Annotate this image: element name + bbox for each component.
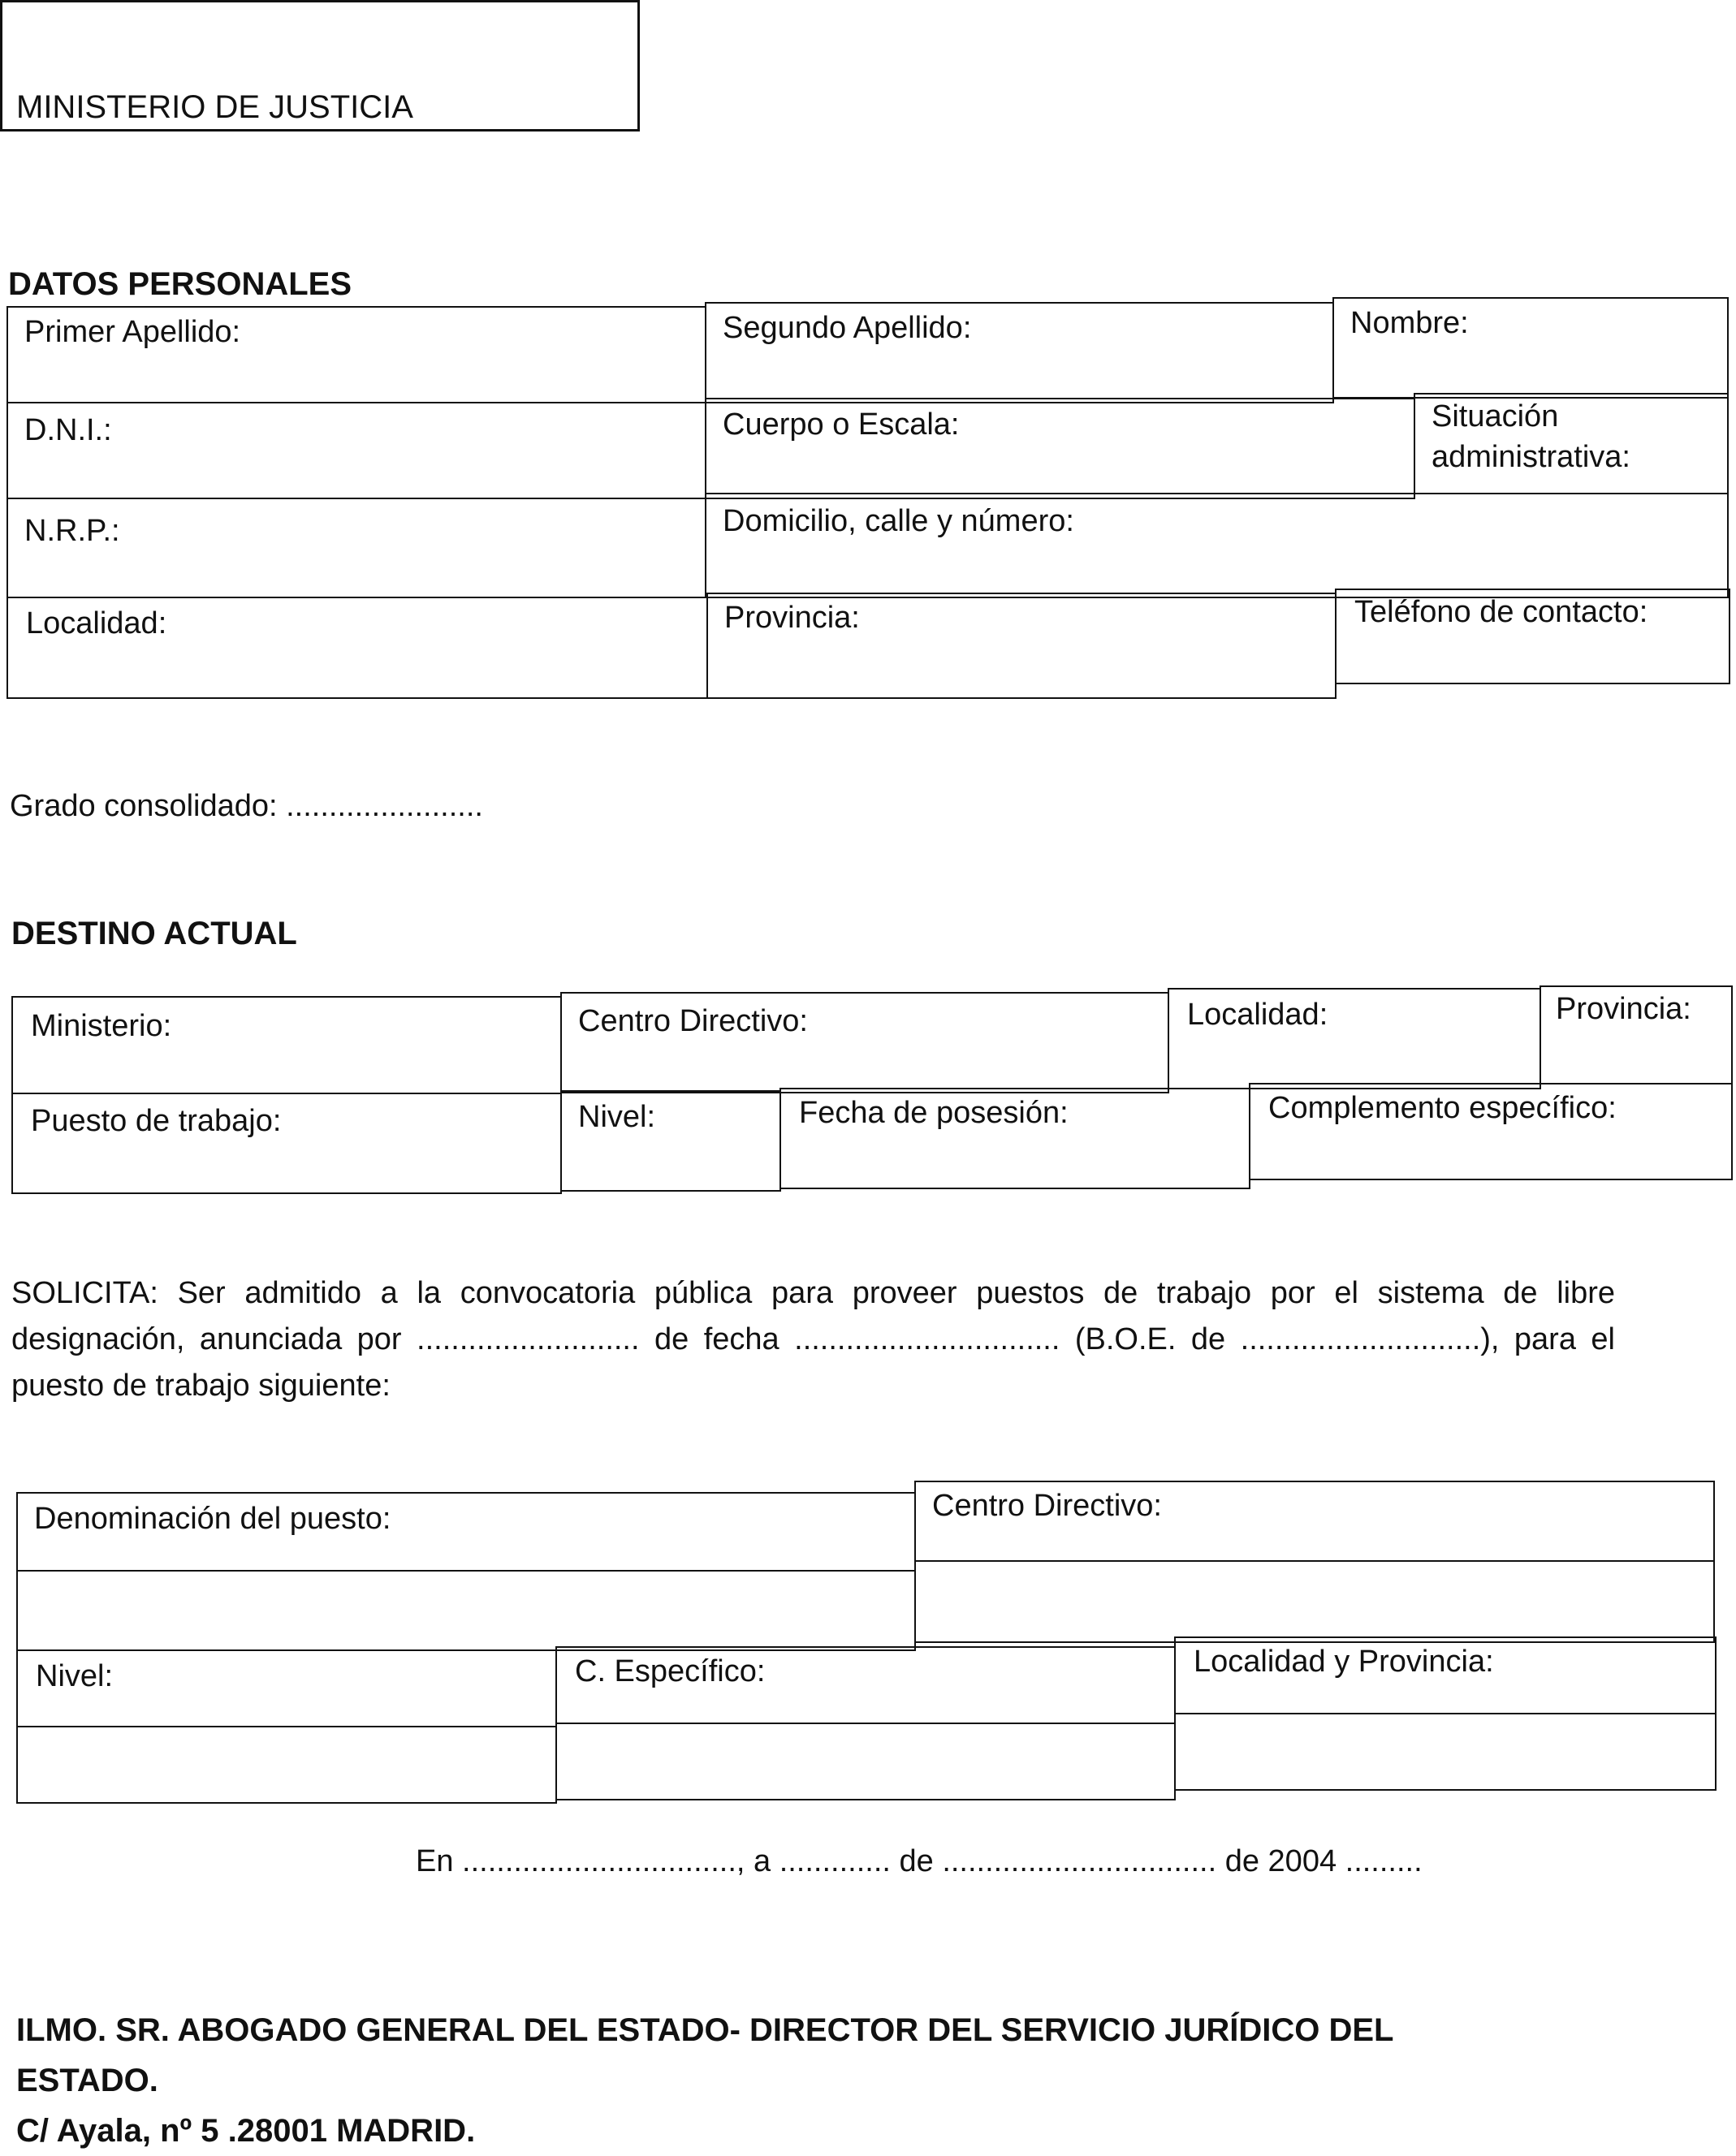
centro-directivo-solicitado-label: Centro Directivo: [932,1489,1162,1523]
fecha-posesion-field[interactable] [779,1088,1250,1189]
grado-consolidado: Grado consolidado: ....................... [10,789,483,823]
addressee-line-1: ILMO. SR. ABOGADO GENERAL DEL ESTADO- DIRECTOR DEL SERVICIO JURÍDICO DEL [16,2012,1394,2048]
provincia-destino-label: Provincia: [1556,992,1691,1026]
localidad-destino-field[interactable] [1168,988,1541,1089]
telefono-field[interactable] [1335,589,1730,684]
localidad-provincia-field[interactable] [1174,1636,1717,1714]
complemento-especifico-field[interactable] [1249,1083,1733,1180]
nivel-solicitado-field[interactable] [16,1649,557,1727]
especifico-field[interactable] [555,1646,1176,1724]
ministerio-field[interactable] [11,996,562,1094]
domicilio-label: Domicilio, calle y número: [723,504,1074,538]
nombre-label: Nombre: [1350,306,1469,340]
segundo-apellido-field[interactable] [705,302,1334,403]
addressee-block [16,2005,1393,2156]
addressee-line-2: ESTADO. [16,2063,158,2098]
telefono-label: Teléfono de contacto: [1354,595,1648,629]
nrp-field[interactable] [6,498,706,598]
provincia-field[interactable] [706,593,1337,699]
centro-directivo-value-field[interactable] [914,1560,1715,1643]
denominacion-field[interactable] [16,1492,916,1572]
cuerpo-escala-field[interactable] [705,398,1415,499]
ministry-name: MINISTERIO DE JUSTICIA [16,89,413,125]
primer-apellido-field[interactable] [6,306,706,403]
situacion-label-1: Situación [1432,399,1559,433]
centro-directivo-field[interactable] [560,992,1169,1093]
situacion-field[interactable] [1414,393,1729,494]
localidad-label: Localidad: [26,606,167,640]
nombre-field[interactable] [1332,297,1729,399]
provincia-destino-field[interactable] [1540,985,1733,1084]
localidad-provincia-label: Localidad y Provincia: [1194,1645,1494,1679]
centro-directivo-solicitado-field[interactable] [914,1481,1715,1562]
nivel-value-field[interactable] [16,1726,557,1804]
denominacion-label: Denominación del puesto: [34,1502,391,1536]
cuerpo-escala-label: Cuerpo o Escala: [723,407,960,442]
fecha-posesion-label: Fecha de posesión: [799,1096,1069,1130]
situacion-label-2: administrativa: [1432,440,1630,474]
primer-apellido-label: Primer Apellido: [24,315,241,349]
localidad-field[interactable] [6,597,708,699]
centro-directivo-label: Centro Directivo: [578,1004,808,1038]
nivel-destino-field[interactable] [560,1090,781,1192]
addressee-address: C/ Ayala, nº 5 .28001 MADRID. [16,2113,476,2149]
nrp-label: N.R.P.: [24,514,120,548]
especifico-value-field[interactable] [555,1723,1176,1800]
provincia-label: Provincia: [724,601,860,635]
complemento-especifico-label: Complemento específico: [1268,1091,1617,1125]
ministerio-label: Ministerio: [31,1009,172,1043]
personal-data-title: DATOS PERSONALES [8,266,352,302]
localidad-destino-label: Localidad: [1187,998,1328,1032]
segundo-apellido-label: Segundo Apellido: [723,311,972,345]
dni-field[interactable] [6,402,706,499]
puesto-trabajo-label: Puesto de trabajo: [31,1104,282,1138]
localidad-provincia-value-field[interactable] [1174,1713,1717,1791]
nivel-solicitado-label: Nivel: [36,1659,114,1693]
nivel-destino-label: Nivel: [578,1100,656,1134]
destino-actual-title: DESTINO ACTUAL [11,916,297,951]
solicita-paragraph: SOLICITA: Ser admitido a la convocatoria pública para proveer puestos de trabajo por el sistema de libre designación, anunciada por .......................... de fecha ............................... (B.O.E. de ............................), para el puesto de trabajo siguiente: [11,1276,1615,1403]
domicilio-field[interactable] [705,493,1729,598]
puesto-trabajo-field[interactable] [11,1093,562,1194]
dni-label: D.N.I.: [24,413,112,447]
especifico-label: C. Específico: [575,1654,766,1688]
fecha-linea: En ................................, a ............. de ................................ de 2004 ......... [416,1844,1423,1878]
denominacion-value-field[interactable] [16,1570,916,1651]
